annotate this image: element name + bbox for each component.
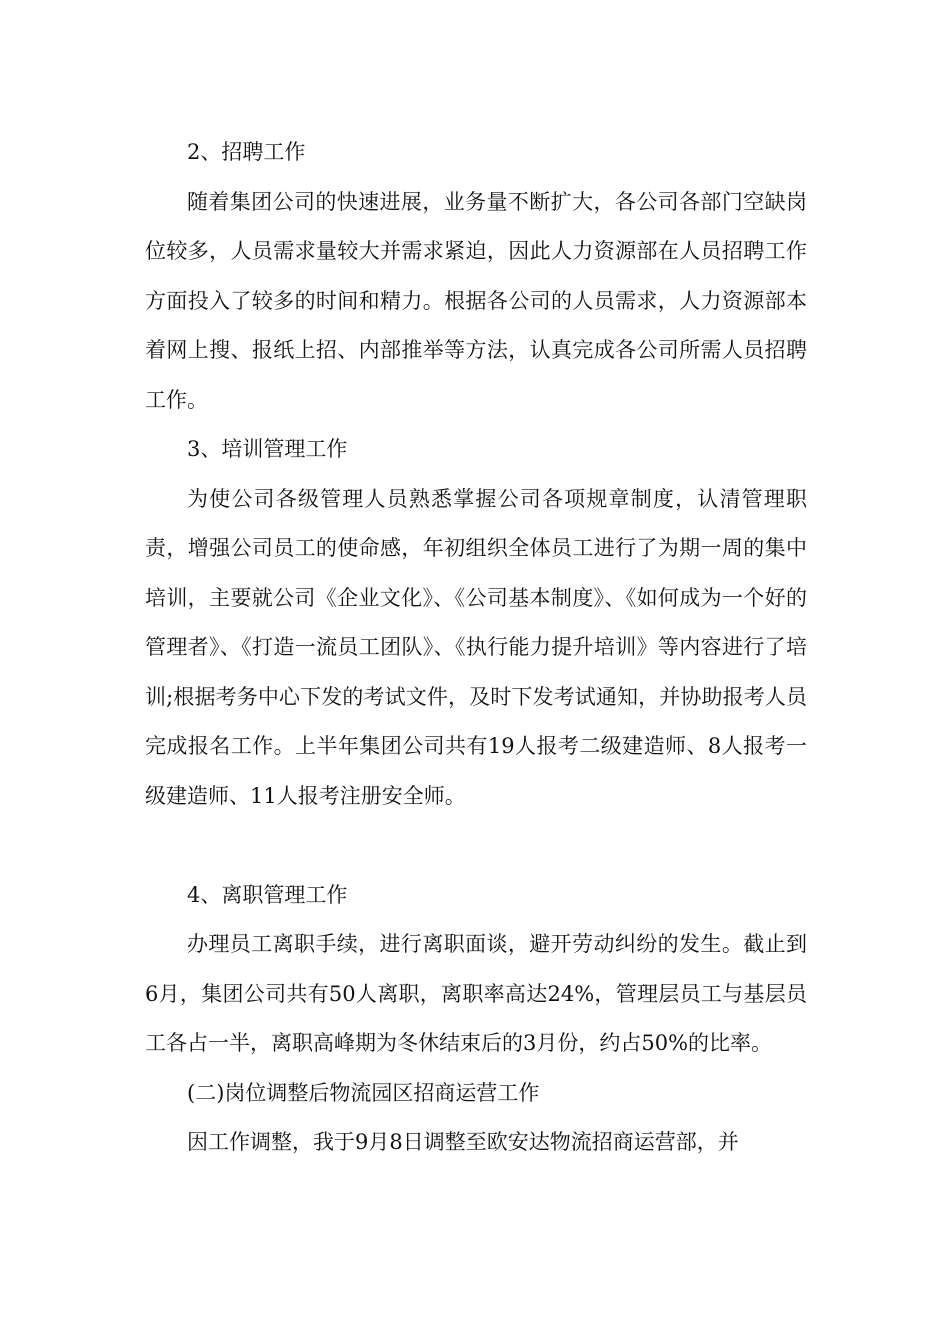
- section-heading-resignation: 4、离职管理工作: [187, 882, 348, 907]
- section-paragraph-recruitment: 随着集团公司的快速进展，业务量不断扩大，各公司各部门空缺岗位较多，人员需求量较大并需求紧迫，因此人力资源部在人员招聘工作方面投入了较多的时间和精力。根据各公司的人员需求，人力资源部本着网上搜、报纸上招、内部推举等方法，认真完成各公司所需人员招聘工作。: [145, 189, 807, 412]
- section-paragraph-logistics: 因工作调整，我于9月8日调整至欧安达物流招商运营部，并: [187, 1130, 739, 1154]
- section-heading-recruitment: 2、招聘工作: [187, 140, 306, 164]
- section-heading-training: 3、培训管理工作: [187, 437, 348, 461]
- section-paragraph-training: 为使公司各级管理人员熟悉掌握公司各项规章制度，认清管理职责，增强公司员工的使命感，年初组织全体员工进行了为期一周的集中培训，主要就公司《企业文化》、《公司基本制度》、《如何成为一个好的管理者》、《打造一流员工团队》、《执行能力提升培训》等内容进行了培训;根据考务中心下发的考试文件，及时下发考试通知，并协助报考人员完成报名工作。上半年集团公司共有19人报考二级建造师、8人报考一级建造师、11人报考注册安全师。: [145, 486, 807, 808]
- section-heading-logistics: (二)岗位调整后物流园区招商运营工作: [187, 1080, 540, 1105]
- document-body: [145, 128, 807, 1168]
- section-paragraph-resignation: 办理员工离职手续，进行离职面谈，避开劳动纠纷的发生。截止到6月，集团公司共有50人离职，离职率高达24%，管理层员工与基层员工各占一半，离职高峰期为冬休结束后的3月份，约占50%的比率。: [145, 932, 807, 1055]
- blank-line: [145, 821, 807, 871]
